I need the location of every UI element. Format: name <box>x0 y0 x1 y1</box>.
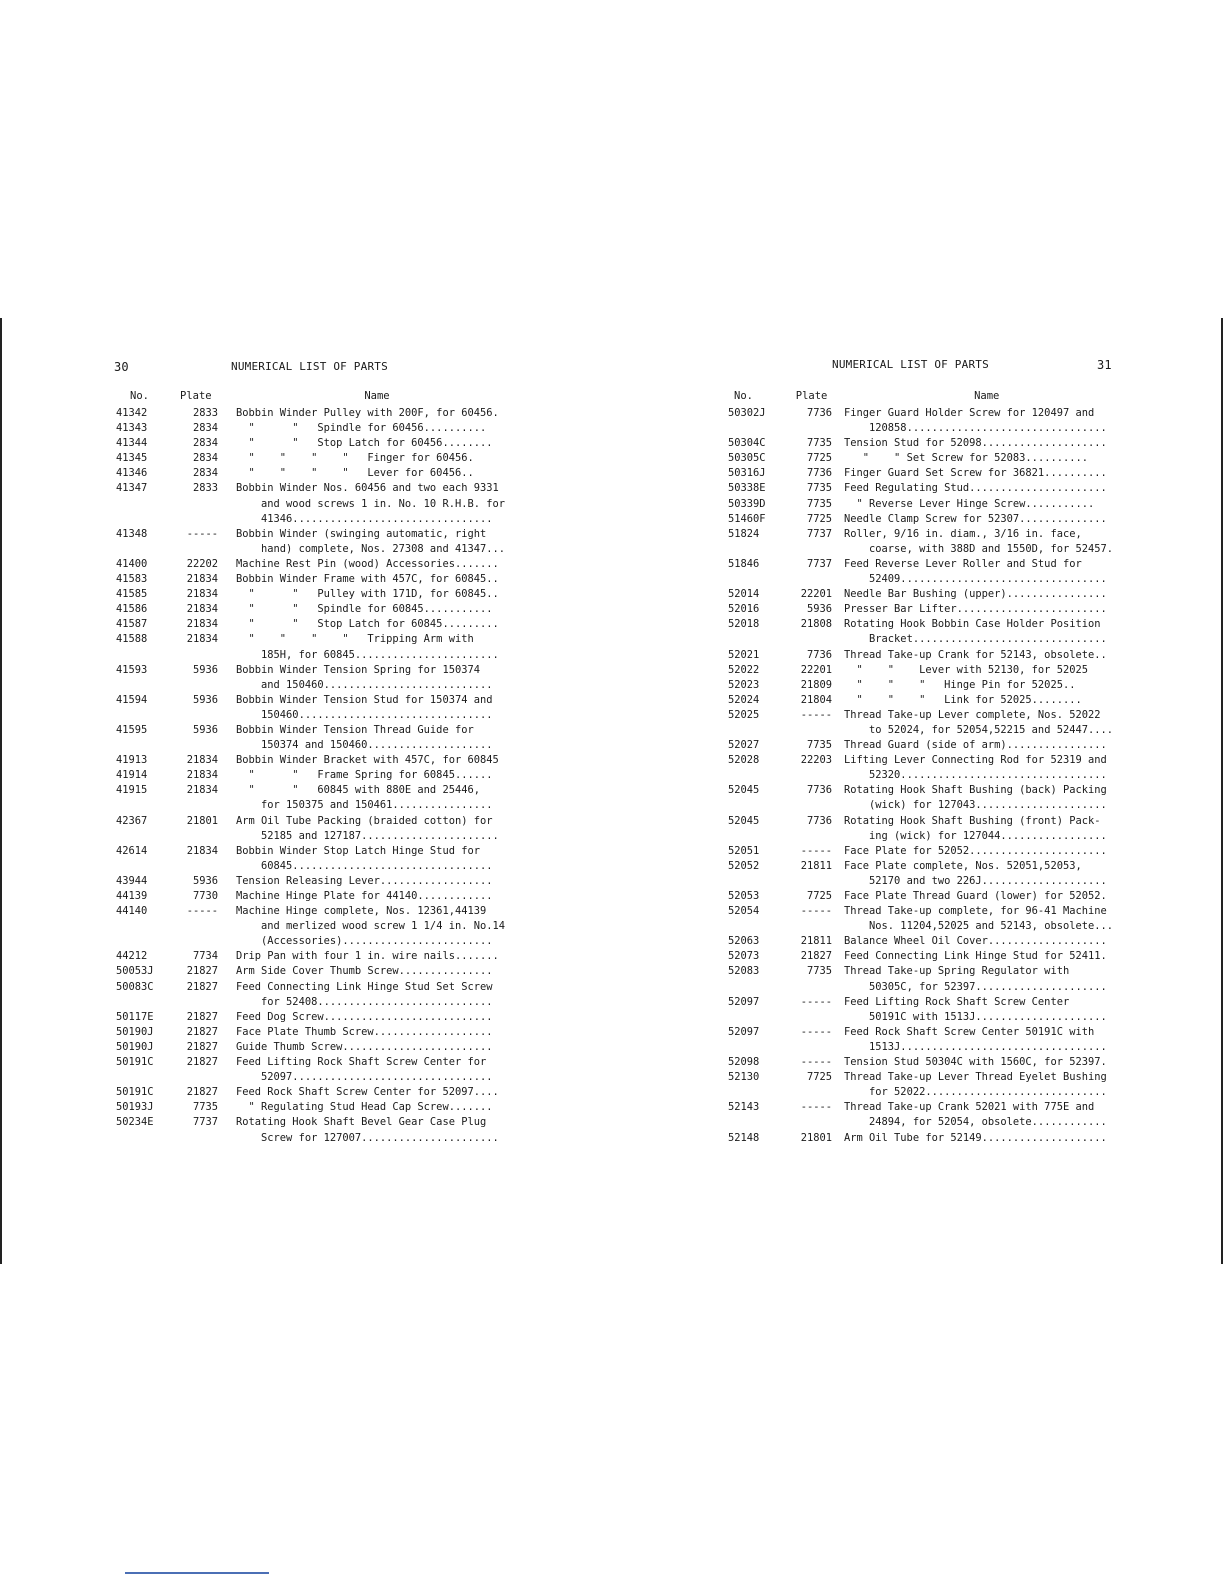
part-name: Lifting Lever Connecting Rod for 52319 and 52320................................. <box>844 754 1107 782</box>
part-name: Feed Dog Screw........................... <box>236 1010 493 1023</box>
part-number: 51824 <box>728 527 760 540</box>
column-header-plate: Plate <box>795 390 828 402</box>
part-number: 52054 <box>728 905 760 918</box>
part-name: Roller, 9/16 in. diam., 3/16 in. face, coarse, with 388D and 1550D, for 52457. <box>844 527 1114 555</box>
part-name: Needle Clamp Screw for 52307.............. <box>844 512 1107 525</box>
part-number: 50193J <box>116 1101 154 1114</box>
part-number: 52053 <box>728 890 760 902</box>
part-name: Machine Hinge complete, Nos. 12361,44139 and merlized wood screw 1 1/4 in. No.14 (Accessories)........................ <box>236 905 506 948</box>
parts-row <box>112 421 520 436</box>
part-number: 50339D <box>728 497 766 510</box>
part-name: Rotating Hook Shaft Bushing (front) Pack- ing (wick) for 127044................. <box>844 814 1107 842</box>
parts-row <box>112 663 520 693</box>
plate-number: 7736 <box>806 407 832 419</box>
plate-number: 21827 <box>186 1056 218 1069</box>
parts-row <box>112 723 520 753</box>
parts-row <box>112 436 520 451</box>
column-header-name: Name <box>974 390 1000 402</box>
part-name: " " Stop Latch for 60456........ <box>236 437 493 450</box>
parts-row <box>112 1040 520 1055</box>
part-name: Face Plate Thread Guard (lower) for 52052. <box>844 890 1107 902</box>
right-page <box>728 358 1130 1146</box>
parts-row <box>728 557 1130 587</box>
plate-number: 21827 <box>186 1040 218 1053</box>
part-number: 41587 <box>116 618 148 631</box>
part-name: Feed Rock Shaft Screw Center for 52097.... <box>236 1086 499 1099</box>
parts-row <box>728 1070 1130 1100</box>
plate-number: 7736 <box>806 814 832 827</box>
right-column-headers <box>728 390 1130 405</box>
part-number: 41585 <box>116 588 148 601</box>
parts-row <box>728 451 1130 466</box>
part-number: 52083 <box>728 965 760 978</box>
column-header-plate: Plate <box>180 390 212 402</box>
plate-number: 21834 <box>186 603 218 616</box>
parts-row <box>728 466 1130 481</box>
parts-row <box>112 949 520 964</box>
part-number: 41348 <box>116 527 148 540</box>
part-number: 50191C <box>116 1086 154 1099</box>
plate-number: ----- <box>800 1056 832 1069</box>
part-number: 50117E <box>116 1010 154 1023</box>
plate-number: 21827 <box>800 950 832 963</box>
plate-number: 5936 <box>806 603 832 616</box>
part-number: 41915 <box>116 784 148 797</box>
part-number: 41913 <box>116 754 148 767</box>
part-name: Feed Reverse Lever Roller and Stud for 52409................................. <box>844 557 1107 586</box>
column-header-name: Name <box>364 390 390 402</box>
parts-row <box>728 964 1130 994</box>
part-name: " " " " Finger for 60456. <box>236 452 474 465</box>
part-number: 52130 <box>728 1071 760 1084</box>
parts-row <box>112 406 520 421</box>
parts-row <box>728 1055 1130 1070</box>
part-number: 52022 <box>728 663 760 676</box>
parts-row <box>728 1025 1130 1055</box>
plate-number: 5936 <box>192 693 218 706</box>
column-header-no: No. <box>734 390 753 402</box>
parts-row <box>728 738 1130 753</box>
parts-row <box>112 753 520 768</box>
part-name: " " 60845 with 880E and 25446, for 150375 and 150461................ <box>248 784 493 812</box>
parts-row <box>728 481 1130 496</box>
part-number: 44140 <box>116 905 148 918</box>
part-number: 52098 <box>728 1056 760 1069</box>
plate-number: 21811 <box>800 859 832 872</box>
part-number: 52028 <box>728 754 760 767</box>
parts-row <box>728 436 1130 451</box>
part-name: " " " Link for 52025........ <box>844 693 1082 706</box>
parts-row <box>112 1025 520 1040</box>
part-name: " " Stop Latch for 60845......... <box>236 618 499 631</box>
parts-row <box>112 572 520 587</box>
plate-number: 21811 <box>800 935 832 948</box>
parts-row <box>112 874 520 889</box>
plate-number: 22202 <box>186 557 218 570</box>
part-number: 41595 <box>116 723 148 736</box>
part-number: 52143 <box>728 1101 760 1114</box>
parts-row <box>728 648 1130 663</box>
part-number: 41400 <box>116 557 148 570</box>
part-name: Feed Connecting Link Hinge Stud for 52411. <box>844 950 1107 963</box>
part-number: 41345 <box>116 452 148 465</box>
plate-number: 21827 <box>186 965 218 978</box>
parts-row <box>728 1131 1130 1146</box>
part-name: Bobbin Winder Frame with 457C, for 60845.. <box>236 573 499 586</box>
part-name: " " Set Screw for 52083.......... <box>844 452 1088 465</box>
parts-row <box>112 602 520 617</box>
parts-row <box>728 934 1130 949</box>
part-name: " " Frame Spring for 60845...... <box>236 769 493 782</box>
parts-row <box>112 481 520 526</box>
plate-number: 7725 <box>806 890 832 902</box>
part-name: Face Plate for 52052...................... <box>844 844 1107 857</box>
plate-number: ----- <box>186 905 218 918</box>
parts-row <box>112 889 520 904</box>
parts-row <box>112 768 520 783</box>
part-number: 41914 <box>116 769 148 782</box>
plate-number: 7735 <box>806 965 832 978</box>
part-number: 51846 <box>728 557 760 570</box>
part-number: 52148 <box>728 1131 760 1144</box>
plate-number: 2834 <box>192 422 218 435</box>
part-number: 52024 <box>728 693 760 706</box>
left-page <box>112 358 520 1146</box>
plate-number: 5936 <box>192 723 218 736</box>
parts-row <box>112 904 520 949</box>
part-number: 52097 <box>728 995 760 1008</box>
plate-number: 21801 <box>800 1131 832 1144</box>
part-number: 52016 <box>728 603 760 616</box>
parts-row <box>728 844 1130 859</box>
parts-row <box>112 632 520 662</box>
parts-row <box>112 1085 520 1100</box>
right-parts-list <box>728 406 1130 1146</box>
part-name: Feed Connecting Link Hinge Stud Set Screw for 52408............................ <box>236 980 493 1008</box>
part-name: Balance Wheel Oil Cover................... <box>844 935 1107 948</box>
part-name: Feed Lifting Rock Shaft Screw Center 50191C with 1513J..................... <box>844 995 1107 1023</box>
parts-row <box>112 783 520 813</box>
left-page-header <box>112 358 520 380</box>
part-name: " " Pulley with 171D, for 60845.. <box>236 588 499 601</box>
plate-number: 7737 <box>806 527 832 540</box>
part-number: 50191C <box>116 1056 154 1069</box>
part-name: Thread Take-up complete, for 96-41 Machine Nos. 11204,52025 and 52143, obsolete... <box>844 905 1114 933</box>
plate-number: ----- <box>186 527 218 540</box>
plate-number: 7725 <box>806 1071 832 1084</box>
parts-row <box>728 497 1130 512</box>
column-header-no: No. <box>130 390 149 402</box>
parts-row <box>728 678 1130 693</box>
left-page-title: NUMERICAL LIST OF PARTS <box>231 360 388 373</box>
part-name: Feed Rock Shaft Screw Center 50191C with 1513J................................. <box>844 1025 1107 1053</box>
part-name: Rotating Hook Shaft Bushing (back) Packing (wick) for 127043..................... <box>844 784 1107 812</box>
part-name: Tension Stud for 52098.................... <box>844 437 1107 450</box>
plate-number: 21834 <box>186 784 218 797</box>
part-name: Finger Guard Set Screw for 36821.......... <box>844 467 1107 480</box>
plate-number: 7737 <box>192 1116 218 1129</box>
parts-row <box>728 708 1130 738</box>
part-number: 50338E <box>728 482 766 495</box>
plate-number: 22201 <box>800 663 832 676</box>
plate-number: 21834 <box>186 573 218 586</box>
part-number: 52097 <box>728 1025 760 1038</box>
plate-number: 7735 <box>806 497 832 510</box>
plate-number: 7725 <box>806 512 832 525</box>
part-name: Arm Side Cover Thumb Screw............... <box>236 965 493 978</box>
plate-number: 2833 <box>192 482 218 495</box>
plate-number: 21834 <box>186 633 218 646</box>
right-page-title: NUMERICAL LIST OF PARTS <box>832 358 989 371</box>
plate-number: 22203 <box>800 754 832 767</box>
part-name: Bobbin Winder Bracket with 457C, for 60845 <box>236 754 499 767</box>
part-name: Face Plate complete, Nos. 52051,52053, 52170 and two 226J.................... <box>844 859 1107 887</box>
part-name: Rotating Hook Bobbin Case Holder Position Bracket............................... <box>844 618 1107 646</box>
part-number: 50190J <box>116 1040 154 1053</box>
plate-number: 7735 <box>192 1101 218 1114</box>
part-name: " " " " Tripping Arm with 185H, for 60845....................... <box>248 633 499 661</box>
part-number: 52014 <box>728 588 760 601</box>
part-number: 50316J <box>728 467 766 480</box>
part-number: 41588 <box>116 633 148 646</box>
parts-row <box>728 527 1130 557</box>
part-name: Thread Take-up Crank 52021 with 775E and 24894, for 52054, obsolete............ <box>844 1101 1107 1129</box>
plate-number: 7725 <box>806 452 832 465</box>
left-parts-list <box>112 406 520 1146</box>
part-name: Presser Bar Lifter........................ <box>844 603 1107 616</box>
plate-number: 2834 <box>192 467 218 480</box>
parts-row <box>728 587 1130 602</box>
part-name: Rotating Hook Shaft Bevel Gear Case Plug Screw for 127007...................... <box>236 1116 499 1144</box>
parts-row <box>728 406 1130 436</box>
part-name: " " Spindle for 60456.......... <box>236 422 487 435</box>
part-name: Thread Take-up Lever Thread Eyelet Bushing for 52022............................. <box>844 1071 1107 1099</box>
parts-row <box>728 889 1130 904</box>
parts-row <box>112 1115 520 1145</box>
page-edge-line-right <box>1221 318 1223 1264</box>
plate-number: 2834 <box>192 437 218 450</box>
part-name: " Reverse Lever Hinge Screw........... <box>844 497 1095 510</box>
part-number: 50053J <box>116 965 154 978</box>
part-name: Bobbin Winder Tension Thread Guide for 150374 and 150460.................... <box>236 723 493 752</box>
parts-row <box>112 557 520 572</box>
parts-row <box>112 1010 520 1025</box>
part-name: Feed Regulating Stud...................... <box>844 482 1107 495</box>
part-number: 50234E <box>116 1116 154 1129</box>
part-name: Guide Thumb Screw........................ <box>236 1040 493 1053</box>
parts-row <box>112 814 520 844</box>
plate-number: 2834 <box>192 452 218 465</box>
plate-number: 21801 <box>186 814 218 827</box>
part-name: Bobbin Winder Pulley with 200F, for 60456. <box>236 407 499 419</box>
part-name: Arm Oil Tube Packing (braided cotton) for 52185 and 127187...................... <box>236 814 499 842</box>
part-number: 50190J <box>116 1025 154 1038</box>
parts-row <box>112 451 520 466</box>
page-edge-line-left <box>0 318 2 1264</box>
part-name: Tension Stud 50304C with 1560C, for 52397. <box>844 1056 1107 1069</box>
plate-number: 7730 <box>192 890 218 902</box>
plate-number: 22201 <box>800 588 832 601</box>
part-name: Needle Bar Bushing (upper)................ <box>844 588 1107 601</box>
part-name: " " " Hinge Pin for 52025.. <box>844 678 1076 691</box>
part-number: 52073 <box>728 950 760 963</box>
part-number: 41343 <box>116 422 148 435</box>
plate-number: 21834 <box>186 618 218 631</box>
part-name: Bobbin Winder Tension Stud for 150374 and 150460............................... <box>236 693 493 721</box>
part-name: Bobbin Winder Nos. 60456 and two each 9331 and wood screws 1 in. No. 10 R.H.B. for 41346................................ <box>236 482 506 525</box>
footer-rule <box>125 1572 269 1574</box>
part-number: 52045 <box>728 784 760 797</box>
part-number: 41593 <box>116 663 148 676</box>
part-name: Thread Take-up Spring Regulator with 50305C, for 52397..................... <box>844 965 1107 993</box>
plate-number: ----- <box>800 1101 832 1114</box>
parts-row <box>728 663 1130 678</box>
plate-number: 21804 <box>800 693 832 706</box>
part-number: 52021 <box>728 648 760 661</box>
part-number: 44139 <box>116 890 148 902</box>
plate-number: 7736 <box>806 648 832 661</box>
parts-row <box>728 904 1130 934</box>
part-number: 52023 <box>728 678 760 691</box>
part-number: 52018 <box>728 618 760 631</box>
part-number: 50305C <box>728 452 766 465</box>
parts-row <box>728 814 1130 844</box>
plate-number: 7735 <box>806 482 832 495</box>
part-number: 52027 <box>728 739 760 752</box>
plate-number: 21834 <box>186 588 218 601</box>
parts-row <box>112 1100 520 1115</box>
parts-row <box>728 949 1130 964</box>
part-name: Machine Hinge Plate for 44140............ <box>236 890 493 902</box>
part-number: 41594 <box>116 693 148 706</box>
parts-row <box>112 693 520 723</box>
plate-number: 7735 <box>806 739 832 752</box>
part-name: Tension Releasing Lever.................. <box>236 874 493 887</box>
part-number: 50302J <box>728 407 766 419</box>
plate-number: 21827 <box>186 1010 218 1023</box>
part-number: 52051 <box>728 844 760 857</box>
plate-number: ----- <box>800 905 832 918</box>
part-number: 52052 <box>728 859 760 872</box>
plate-number: 21834 <box>186 754 218 767</box>
part-name: " " " " Lever for 60456.. <box>236 467 474 480</box>
part-name: Face Plate Thumb Screw................... <box>236 1025 493 1038</box>
part-name: " " Lever with 52130, for 52025 <box>844 663 1088 676</box>
part-name: Feed Lifting Rock Shaft Screw Center for 52097................................ <box>236 1056 493 1084</box>
part-name: Bobbin Winder Stop Latch Hinge Stud for 60845................................ <box>236 844 493 872</box>
parts-row <box>728 602 1130 617</box>
plate-number: 7737 <box>806 557 832 570</box>
plate-number: 7736 <box>806 467 832 480</box>
part-number: 41342 <box>116 407 148 419</box>
part-number: 52063 <box>728 935 760 948</box>
part-number: 42614 <box>116 844 148 857</box>
parts-row <box>728 617 1130 647</box>
plate-number: 21834 <box>186 844 218 857</box>
right-page-number: 31 <box>1097 358 1112 372</box>
part-name: Arm Oil Tube for 52149.................... <box>844 1131 1107 1144</box>
part-number: 41346 <box>116 467 148 480</box>
plate-number: 21809 <box>800 678 832 691</box>
parts-row <box>728 783 1130 813</box>
part-number: 42367 <box>116 814 148 827</box>
parts-row <box>728 859 1130 889</box>
plate-number: 21834 <box>186 769 218 782</box>
part-name: Thread Take-up Lever complete, Nos. 52022 to 52024, for 52054,52215 and 52447.... <box>844 708 1114 736</box>
part-name: Bobbin Winder (swinging automatic, right hand) complete, Nos. 27308 and 41347... <box>236 527 506 555</box>
plate-number: ----- <box>800 708 832 721</box>
left-column-headers <box>112 390 520 405</box>
plate-number: 7736 <box>806 784 832 797</box>
parts-row <box>112 980 520 1010</box>
plate-number: ----- <box>800 844 832 857</box>
part-number: 41347 <box>116 482 148 495</box>
parts-row <box>728 693 1130 708</box>
parts-row <box>112 1055 520 1085</box>
part-number: 50083C <box>116 980 154 993</box>
plate-number: 7735 <box>806 437 832 450</box>
parts-row <box>728 512 1130 527</box>
part-name: Machine Rest Pin (wood) Accessories....... <box>236 557 499 570</box>
part-name: Drip Pan with four 1 in. wire nails....... <box>236 950 499 963</box>
parts-row <box>728 995 1130 1025</box>
part-number: 51460F <box>728 512 766 525</box>
part-name: Finger Guard Holder Screw for 120497 and 120858................................ <box>844 407 1107 435</box>
parts-row <box>112 466 520 481</box>
part-name: " " Spindle for 60845........... <box>236 603 493 616</box>
parts-row <box>112 527 520 557</box>
part-number: 52045 <box>728 814 760 827</box>
part-number: 43944 <box>116 874 148 887</box>
plate-number: 7734 <box>192 950 218 963</box>
plate-number: ----- <box>800 995 832 1008</box>
plate-number: 21808 <box>800 618 832 631</box>
plate-number: 5936 <box>192 874 218 887</box>
right-page-header <box>728 358 1130 380</box>
plate-number: 21827 <box>186 980 218 993</box>
part-name: " Regulating Stud Head Cap Screw....... <box>236 1101 493 1114</box>
parts-row <box>728 753 1130 783</box>
plate-number: 21827 <box>186 1086 218 1099</box>
part-name: Thread Guard (side of arm)................ <box>844 739 1107 752</box>
parts-row <box>728 1100 1130 1130</box>
part-name: Bobbin Winder Tension Spring for 150374 and 150460........................... <box>236 663 493 691</box>
parts-row <box>112 587 520 602</box>
plate-number: ----- <box>800 1025 832 1038</box>
parts-row <box>112 617 520 632</box>
part-number: 52025 <box>728 708 760 721</box>
plate-number: 5936 <box>192 663 218 676</box>
parts-row <box>112 964 520 979</box>
part-number: 41344 <box>116 437 148 450</box>
plate-number: 21827 <box>186 1025 218 1038</box>
plate-number: 2833 <box>192 407 218 419</box>
part-name: Thread Take-up Crank for 52143, obsolete.. <box>844 648 1107 661</box>
part-number: 41583 <box>116 573 148 586</box>
part-number: 44212 <box>116 950 148 963</box>
left-page-number: 30 <box>114 360 129 374</box>
part-number: 50304C <box>728 437 766 450</box>
part-number: 41586 <box>116 603 148 616</box>
parts-row <box>112 844 520 874</box>
